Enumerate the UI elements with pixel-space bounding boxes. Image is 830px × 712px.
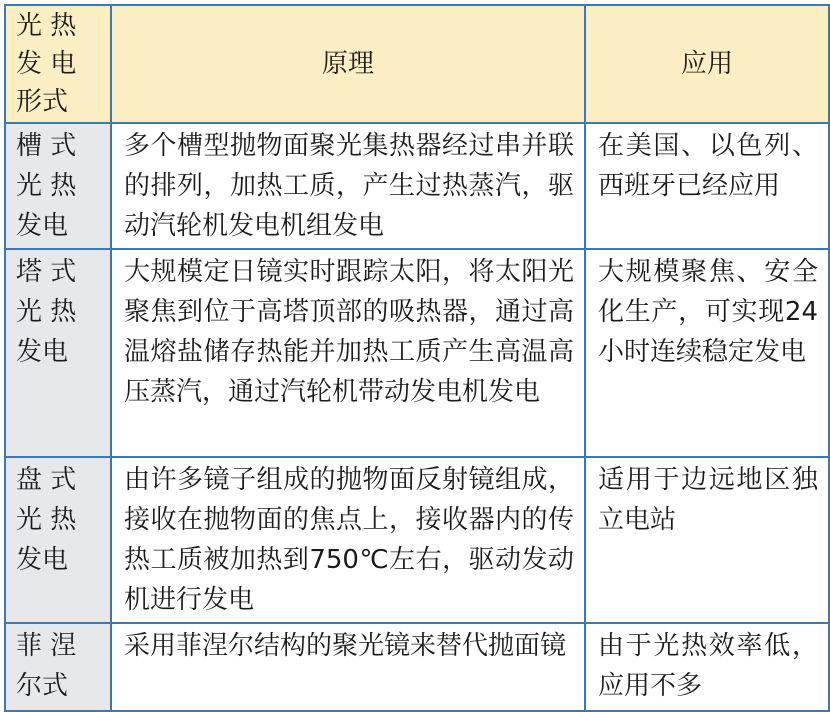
application-cell: 由于光热效率低，应用不多 bbox=[585, 623, 829, 711]
table-row bbox=[5, 623, 829, 711]
application-cell: 在美国、以色列、西班牙已经应用 bbox=[585, 123, 829, 249]
principle-cell: 由许多镜子组成的抛物面反射镜组成，接收在抛物面的焦点上，接收器内的传热工质被加热到750℃左右，驱动发动机进行发电 bbox=[111, 457, 585, 623]
form-line: 菲 涅 bbox=[16, 631, 77, 661]
principle-cell: 多个槽型抛物面聚光集热器经过串并联的排列，加热工质，产生过热蒸汽，驱动汽轮机发电机组发电 bbox=[111, 123, 585, 249]
form-line: 光 热 bbox=[16, 171, 77, 201]
form-line: 盘 式 bbox=[16, 465, 77, 495]
form-line: 槽 式 bbox=[16, 131, 77, 161]
header-form-line: 形式 bbox=[16, 87, 69, 117]
form-line: 发电 bbox=[16, 545, 69, 575]
form-cell bbox=[5, 249, 111, 457]
comparison-table bbox=[4, 4, 830, 712]
form-line: 光 热 bbox=[16, 297, 77, 327]
form-line: 发电 bbox=[16, 337, 69, 367]
table-row bbox=[5, 457, 829, 623]
principle-cell: 大规模定日镜实时跟踪太阳，将太阳光聚焦到位于高塔顶部的吸热器，通过高温熔盐储存热能并加热工质产生高温高压蒸汽，通过汽轮机带动发电机发电 bbox=[111, 249, 585, 457]
header-principle: 原理 bbox=[111, 5, 585, 123]
form-cell bbox=[5, 623, 111, 711]
form-cell bbox=[5, 457, 111, 623]
form-line: 塔 式 bbox=[16, 257, 77, 287]
form-line: 光 热 bbox=[16, 505, 77, 535]
header-application: 应用 bbox=[585, 5, 829, 123]
form-cell bbox=[5, 123, 111, 249]
header-form bbox=[5, 5, 111, 123]
form-line: 发电 bbox=[16, 211, 69, 241]
application-cell: 适用于边远地区独立电站 bbox=[585, 457, 829, 623]
application-cell: 大规模聚焦、安全化生产，可实现24小时连续稳定发电 bbox=[585, 249, 829, 457]
header-row bbox=[5, 5, 829, 123]
principle-cell: 采用菲涅尔结构的聚光镜来替代抛面镜 bbox=[111, 623, 585, 711]
table-row bbox=[5, 123, 829, 249]
header-form-line: 光 热 bbox=[16, 11, 77, 41]
header-form-line: 发 电 bbox=[16, 49, 77, 79]
form-line: 尔式 bbox=[16, 671, 69, 701]
table-row bbox=[5, 249, 829, 457]
